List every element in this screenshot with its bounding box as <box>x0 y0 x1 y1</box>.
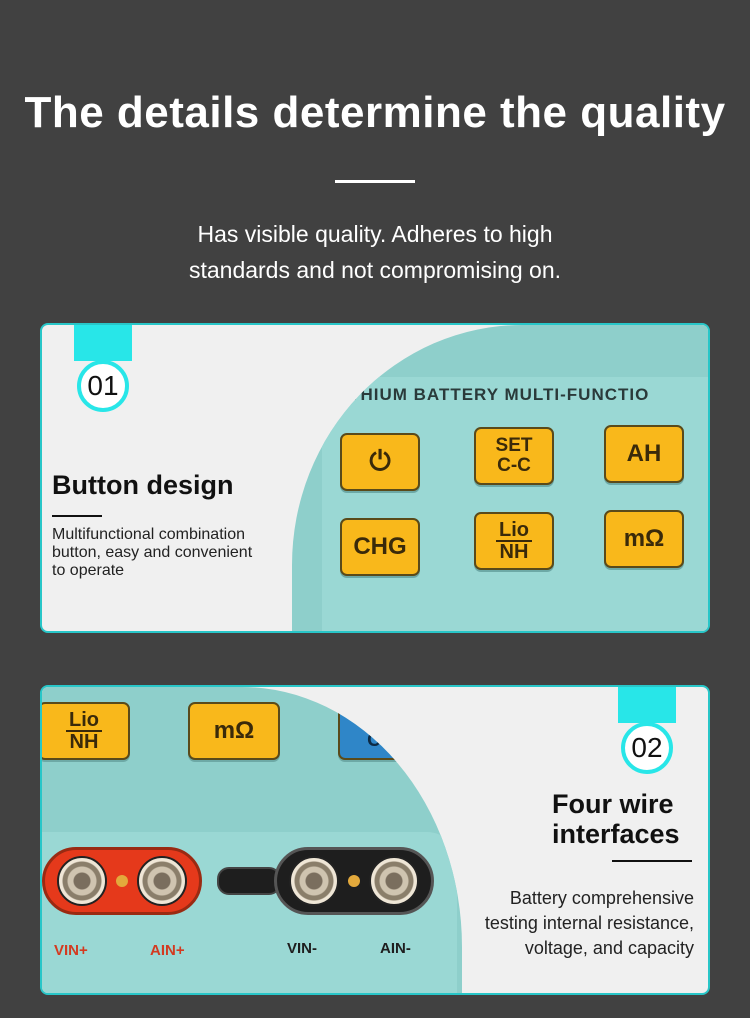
feature-title-rule <box>612 860 692 862</box>
button-label-top: Lio <box>496 520 532 542</box>
center-slot <box>217 867 281 895</box>
button-label-bottom: NH <box>69 731 99 753</box>
feature-title: Button design <box>52 470 234 500</box>
feature-card-four-wire <box>40 685 710 995</box>
title-line: Four wire <box>552 789 674 819</box>
title-line: interfaces <box>552 819 680 849</box>
title-divider <box>335 180 415 183</box>
device-label: LITHIUM BATTERY MULTI-FUNCTIO <box>332 385 650 404</box>
ah-button <box>604 425 684 483</box>
feature-number-badge: 02 <box>621 722 673 774</box>
description-line: Multifunctional combination <box>52 526 245 543</box>
device-panel <box>322 377 710 633</box>
button-label-top: SET <box>365 710 403 731</box>
device-photo-buttons <box>292 325 710 633</box>
button-label-top: SET <box>495 435 533 456</box>
page-subtitle <box>0 216 750 288</box>
subtitle-line: Has visible quality. Adheres to high <box>197 221 553 247</box>
ain-plus-label: AIN+ <box>150 942 185 959</box>
lio-nh-button <box>42 702 130 760</box>
button-label-top: Lio <box>66 710 102 732</box>
set-cc-button <box>474 427 554 485</box>
feature-card-button-design <box>40 323 710 633</box>
vin-minus-port <box>289 856 339 906</box>
vin-plus-label: VIN+ <box>54 942 88 959</box>
indicator-dot <box>116 875 128 887</box>
button-label: mΩ <box>213 717 255 744</box>
description-line: voltage, and capacity <box>524 938 694 958</box>
number-tab <box>74 323 132 361</box>
vin-plus-port <box>57 856 107 906</box>
description-line: to operate <box>52 562 125 579</box>
fraction-label <box>66 710 102 752</box>
milliohm-button <box>604 510 684 568</box>
description-line: Battery comprehensive <box>509 888 694 908</box>
button-label: AH <box>626 440 662 467</box>
feature-title-rule <box>52 515 102 517</box>
black-port-group <box>274 847 434 915</box>
indicator-dot <box>348 875 360 887</box>
button-label: CHG <box>353 533 407 560</box>
chg-button <box>340 518 420 576</box>
power-icon: ⏻ <box>369 446 391 476</box>
set-cc-button <box>338 702 430 760</box>
subtitle-line: standards and not compromising on. <box>188 257 562 283</box>
button-label-bottom: NH <box>499 541 529 563</box>
feature-number-badge: 01 <box>77 360 129 412</box>
button-label-bottom: C-C <box>367 730 401 751</box>
description-line: testing internal resistance, <box>484 913 694 933</box>
red-port-group <box>42 847 202 915</box>
device-photo-ports <box>42 687 462 995</box>
feature-title <box>552 789 680 849</box>
ain-minus-label: AIN- <box>380 940 411 957</box>
button-label: mΩ <box>623 525 665 552</box>
ain-plus-port <box>137 856 187 906</box>
lio-nh-button <box>474 512 554 570</box>
number-tab <box>618 685 676 723</box>
milliohm-button <box>188 702 280 760</box>
feature-description <box>52 526 252 580</box>
ain-minus-port <box>369 856 419 906</box>
button-label-bottom: C-C <box>497 455 531 476</box>
description-line: button, easy and convenient <box>52 544 253 561</box>
page-title: The details determine the quality <box>24 88 726 137</box>
power-button <box>340 433 420 491</box>
vin-minus-label: VIN- <box>287 940 317 957</box>
feature-description <box>442 886 694 961</box>
fraction-label <box>496 520 532 562</box>
